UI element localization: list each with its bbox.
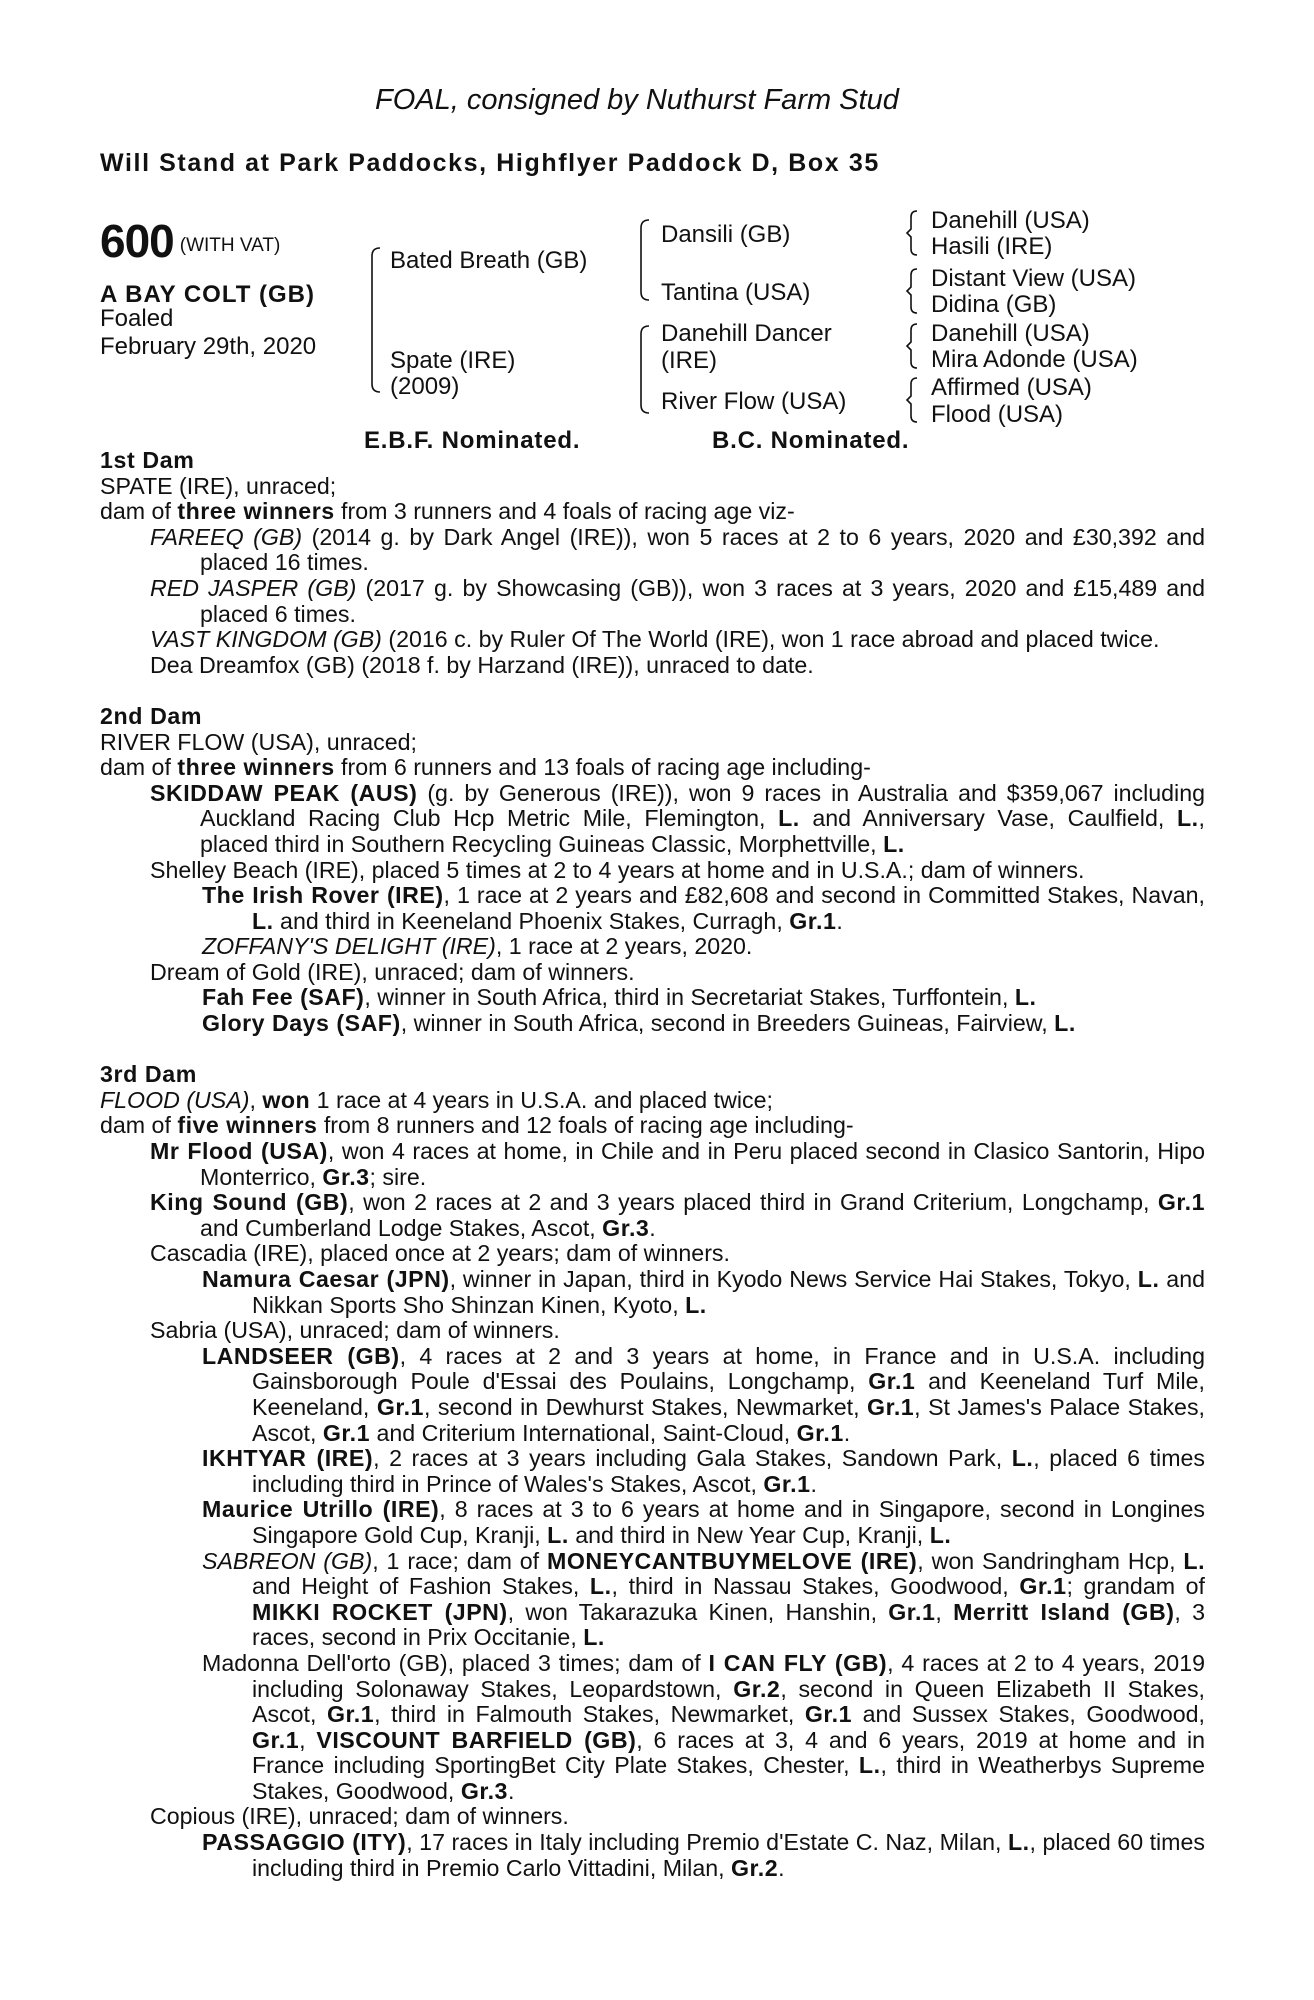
dam1-line: SPATE (IRE), unraced;: [100, 472, 337, 499]
pedigree-dam-sire: Danehill Dancer: [661, 320, 832, 347]
lot-number: 600: [100, 215, 174, 267]
lot-description: A BAY COLT (GB): [100, 281, 316, 308]
pedigree-dam-dam: River Flow (USA): [661, 388, 847, 415]
produce-entry: Dea Dreamfox (GB) (2018 f. by Harzand (IRE)), unraced to date.: [150, 651, 814, 678]
produce-entry: Maurice Utrillo (IRE), 8 races at 3 to 6 years at home and in Singapore, second in Longines Singapore Gold Cup, Kranji, L. and third in New Year Cup, Kranji, L.: [202, 1496, 1205, 1548]
produce-entry: The Irish Rover (IRE), 1 race at 2 years and £82,608 and second in Committed Stakes, Navan, L. and third in Keeneland Phoenix Stakes, Curragh, Gr.1.: [202, 882, 1205, 934]
ebf-nomination: E.B.F. Nominated.: [364, 427, 581, 454]
pedigree-sdd: Didina (GB): [931, 291, 1057, 318]
produce-entry: Dream of Gold (IRE), unraced; dam of winners.: [150, 958, 635, 985]
produce-entry: ZOFFANY'S DELIGHT (IRE), 1 race at 2 years, 2020.: [202, 933, 753, 960]
produce-entry: IKHTYAR (IRE), 2 races at 3 years including Gala Stakes, Sandown Park, L., placed 6 times including third in Prince of Wales's Stakes, Ascot, Gr.1.: [202, 1445, 1205, 1497]
produce-entry: SABREON (GB), 1 race; dam of MONEYCANTBUYMELOVE (IRE), won Sandringham Hcp, L. and Height of Fashion Stakes, L., third in Nassau Stakes, Goodwood, Gr.1; grandam of MIKKI ROCKET (JPN), won Takarazuka Kinen, Hanshin, Gr.1, Merritt Island (GB), 3 races, second in Prix Occitanie, L.: [202, 1547, 1206, 1651]
pedigree-dss: Danehill (USA): [931, 320, 1090, 347]
vat-note: (WITH VAT): [179, 235, 281, 256]
pedigree-dds: Affirmed (USA): [931, 374, 1092, 401]
produce-entry: PASSAGGIO (ITY), 17 races in Italy including Premio d'Estate C. Naz, Milan, L., placed 60 times including third in Premio Carlo Vittadini, Milan, Gr.2.: [202, 1829, 1205, 1881]
produce-entry: RED JASPER (GB) (2017 g. by Showcasing (GB)), won 3 races at 3 years, 2020 and £15,489 and placed 6 times.: [150, 574, 1205, 627]
foaled-label: Foaled: [100, 305, 174, 332]
pedigree-ssd: Hasili (IRE): [931, 233, 1053, 260]
pedigree-bracket-sire: [637, 218, 657, 303]
produce-entry: VAST KINGDOM (GB) (2016 c. by Ruler Of The World (IRE), won 1 race abroad and placed twice.: [150, 626, 1160, 653]
produce-entry: Sabria (USA), unraced; dam of winners.: [150, 1317, 560, 1344]
pedigree-sire-dam: Tantina (USA): [661, 279, 811, 306]
pedigree-sss: Danehill (USA): [931, 207, 1090, 234]
dam3-produce-line: dam of five winners from 8 runners and 12 foals of racing age including-: [100, 1112, 854, 1139]
dam3-line: FLOOD (USA), won 1 race at 4 years in U.S.A. and placed twice;: [100, 1086, 773, 1113]
pedigree-sire: Bated Breath (GB): [390, 247, 588, 274]
pedigree-bracket-gen1: [368, 246, 388, 396]
catalogue-body: [100, 448, 1205, 1881]
pedigree-dam: Spate (IRE): [390, 347, 516, 374]
foaled-date: February 29th, 2020: [100, 333, 317, 360]
produce-entry: Mr Flood (USA), won 4 races at home, in Chile and in Peru placed second in Clasico Santorin, Hipo Monterrico, Gr.3; sire.: [150, 1138, 1205, 1190]
pedigree-bracket-sire-dam: [905, 267, 925, 317]
stand-location: Will Stand at Park Paddocks, Highflyer Paddock D, Box 35: [100, 149, 880, 177]
produce-entry: Cascadia (IRE), placed once at 2 years; dam of winners.: [150, 1240, 730, 1267]
pedigree-ddd: Flood (USA): [931, 401, 1064, 428]
bc-nomination: B.C. Nominated.: [712, 427, 910, 454]
produce-entry: LANDSEER (GB), 4 races at 2 and 3 years at home, in France and in U.S.A. including Gainsborough Poule d'Essai des Poulains, Longchamp, Gr.1 and Keeneland Turf Mile, Keeneland, Gr.1, second in Dewhurst Stakes, Newmarket, Gr.1, St James's Palace Stakes, Ascot, Gr.1 and Criterium International, Saint-Cloud, Gr.1.: [202, 1342, 1206, 1446]
section-heading-2nd-dam: 2nd Dam: [100, 702, 203, 729]
section-heading-3rd-dam: 3rd Dam: [100, 1061, 197, 1088]
dam2-line: RIVER FLOW (USA), unraced;: [100, 728, 417, 755]
pedigree-bracket-sire-sire: [905, 209, 925, 259]
produce-entry: Shelley Beach (IRE), placed 5 times at 2 to 4 years at home and in U.S.A.; dam of winners.: [150, 856, 1085, 883]
dam2-produce-line: dam of three winners from 6 runners and 13 foals of racing age including-: [100, 754, 871, 781]
dam1-produce-line: dam of three winners from 3 runners and 4 foals of racing age viz-: [100, 498, 795, 525]
pedigree-bracket-dam: [637, 324, 657, 416]
produce-entry: SKIDDAW PEAK (AUS) (g. by Generous (IRE)), won 9 races in Australia and $359,067 including Auckland Racing Club Hcp Metric Mile, Flemington, L. and Anniversary Vase, Caulfield, L., placed third in Southern Recycling Guineas Classic, Morphettville, L.: [150, 779, 1205, 857]
produce-entry: FAREEQ (GB) (2014 g. by Dark Angel (IRE)), won 5 races at 2 to 6 years, 2020 and £30,392 and placed 16 times.: [150, 523, 1205, 576]
produce-entry: King Sound (GB), won 2 races at 2 and 3 years placed third in Grand Criterium, Longchamp, Gr.1 and Cumberland Lodge Stakes, Ascot, Gr.3.: [150, 1189, 1205, 1241]
produce-entry: Copious (IRE), unraced; dam of winners.: [150, 1803, 569, 1830]
pedigree-sire-sire: Dansili (GB): [661, 221, 791, 248]
page-title: FOAL, consigned by Nuthurst Farm Stud: [375, 84, 899, 116]
pedigree-dam-year: (2009): [390, 373, 460, 400]
produce-entry: Fah Fee (SAF), winner in South Africa, third in Secretariat Stakes, Turffontein, L.: [202, 984, 1037, 1011]
lot-number-line: [100, 214, 280, 268]
pedigree-dsd: Mira Adonde (USA): [931, 346, 1138, 373]
pedigree-bracket-dam-sire: [905, 322, 925, 372]
pedigree-dam-sire-country: (IRE): [661, 347, 717, 374]
pedigree-bracket-dam-dam: [905, 376, 925, 426]
produce-entry: Madonna Dell'orto (GB), placed 3 times; dam of I CAN FLY (GB), 4 races at 2 to 4 years, 2019 including Solonaway Stakes, Leopardstown, Gr.2, second in Queen Elizabeth II Stakes, Ascot, Gr.1, third in Falmouth Stakes, Newmarket, Gr.1 and Sussex Stakes, Goodwood, Gr.1, VISCOUNT BARFIELD (GB), 6 races at 3, 4 and 6 years, 2019 at home and in France including SportingBet City Plate Stakes, Chester, L., third in Weatherbys Supreme Stakes, Goodwood, Gr.3.: [202, 1649, 1205, 1804]
produce-entry: Glory Days (SAF), winner in South Africa, second in Breeders Guineas, Fairview, L.: [202, 1010, 1076, 1037]
produce-entry: Namura Caesar (JPN), winner in Japan, third in Kyodo News Service Hai Stakes, Tokyo, L. and Nikkan Sports Sho Shinzan Kinen, Kyoto, L.: [202, 1266, 1205, 1318]
pedigree-sds: Distant View (USA): [931, 265, 1136, 292]
section-heading-1st-dam: 1st Dam: [100, 447, 195, 473]
